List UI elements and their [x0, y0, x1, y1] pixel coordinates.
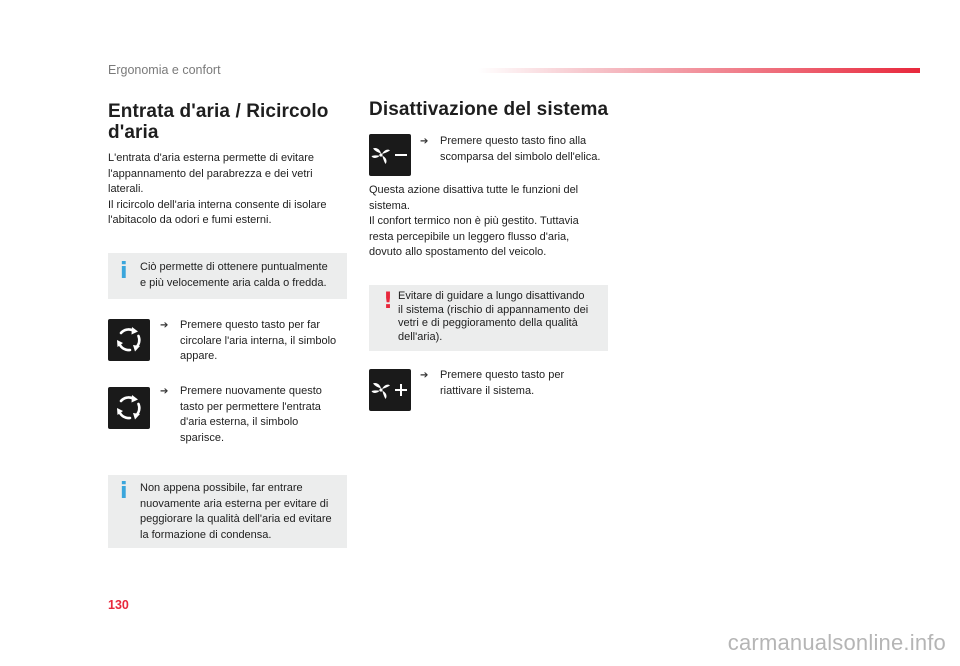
intro-line: L'entrata d'aria esterna permette di evitare [108, 152, 314, 164]
step-line: Premere nuovamente questo [180, 385, 322, 397]
warning-line: il sistema (rischio di appannamento dei [398, 303, 589, 316]
body-line: Il confort termico non è più gestito. Tuttavia [369, 215, 579, 227]
warning-line: dell'aria). [398, 330, 443, 343]
info-text [140, 481, 332, 543]
step-line: riattivare il sistema. [440, 384, 535, 397]
pointer-bullet-icon: ➔ [160, 320, 169, 331]
step-line: circolare l'aria interna, il simbolo [180, 334, 337, 347]
intro-line: laterali. [108, 183, 144, 195]
header-accent-bar [478, 68, 920, 73]
body-line: resta percepibile un leggero flusso d'aria, [369, 230, 570, 243]
info-line: nuovamente aria esterna per evitare di [140, 497, 329, 510]
fan-plus-icon [369, 369, 411, 411]
warning-icon: ! [383, 289, 394, 314]
step-recirculate-on [160, 318, 337, 365]
pointer-bullet-icon: ➔ [420, 370, 429, 381]
warning-box [369, 285, 608, 351]
warning-text [398, 290, 588, 344]
right-heading: Disattivazione del sistema [369, 99, 609, 120]
fan-icon [370, 378, 410, 402]
warning-line: Evitare di guidare a lungo disattivando [398, 290, 585, 302]
warning-line: vetri e di peggioramento della qualità [398, 317, 578, 329]
info-icon: i [120, 479, 128, 504]
watermark: carmanualsonline.info [727, 630, 946, 655]
info-box-air-quality [108, 475, 347, 548]
step-reactivate [420, 368, 565, 399]
section-title: Ergonomia e confort [108, 63, 221, 77]
body-line: sistema. [369, 199, 410, 212]
step-line: Premere questo tasto per far [180, 319, 321, 331]
info-line: la formazione di condensa. [140, 528, 272, 541]
step-line: Premere questo tasto fino alla [440, 135, 587, 147]
left-heading-line1: Entrata d'aria / Ricircolo [108, 101, 329, 122]
step-line: Premere questo tasto per [440, 369, 565, 381]
info-line: peggiorare la qualità dell'aria ed evitare [140, 513, 332, 525]
info-icon: i [120, 259, 128, 284]
left-intro [108, 151, 327, 229]
step-line: d'aria esterna, il simbolo [180, 416, 299, 428]
step-deactivate [420, 134, 601, 165]
fan-icon [370, 143, 410, 167]
info-text [140, 260, 328, 291]
step-line: appare. [180, 350, 218, 362]
info-line: Ciò permette di ottenere puntualmente [140, 261, 328, 273]
intro-line: Il ricircolo dell'aria interna consente di isolare [108, 198, 327, 211]
left-heading [108, 101, 328, 143]
minus-icon [395, 154, 407, 156]
body-line: dovuto allo spostamento del veicolo. [369, 246, 547, 258]
fan-minus-icon [369, 134, 411, 176]
step-line: scomparsa del simbolo dell'elica. [440, 150, 601, 163]
left-heading-line2: d'aria [108, 122, 159, 143]
step-line: tasto per permettere l'entrata [180, 400, 321, 413]
info-box-tip [108, 253, 347, 299]
recirculation-arrows-icon [113, 324, 145, 356]
intro-line: l'appannamento del parabrezza e dei vetri [108, 167, 313, 180]
info-line: e più velocemente aria calda o fredda. [140, 276, 327, 289]
body-line: Questa azione disattiva tutte le funzioni del [369, 184, 579, 196]
air-recirculation-icon [108, 319, 150, 361]
pointer-bullet-icon: ➔ [420, 136, 429, 147]
right-body [369, 183, 579, 261]
pointer-bullet-icon: ➔ [160, 386, 169, 397]
intro-line: l'abitacolo da odori e fumi esterni. [108, 214, 272, 226]
step-line: sparisce. [180, 431, 225, 444]
page-number: 130 [108, 598, 129, 612]
step-recirculate-off [160, 384, 322, 446]
recirculation-arrows-icon [113, 392, 145, 424]
info-line: Non appena possibile, far entrare [140, 482, 303, 494]
air-recirculation-icon [108, 387, 150, 429]
